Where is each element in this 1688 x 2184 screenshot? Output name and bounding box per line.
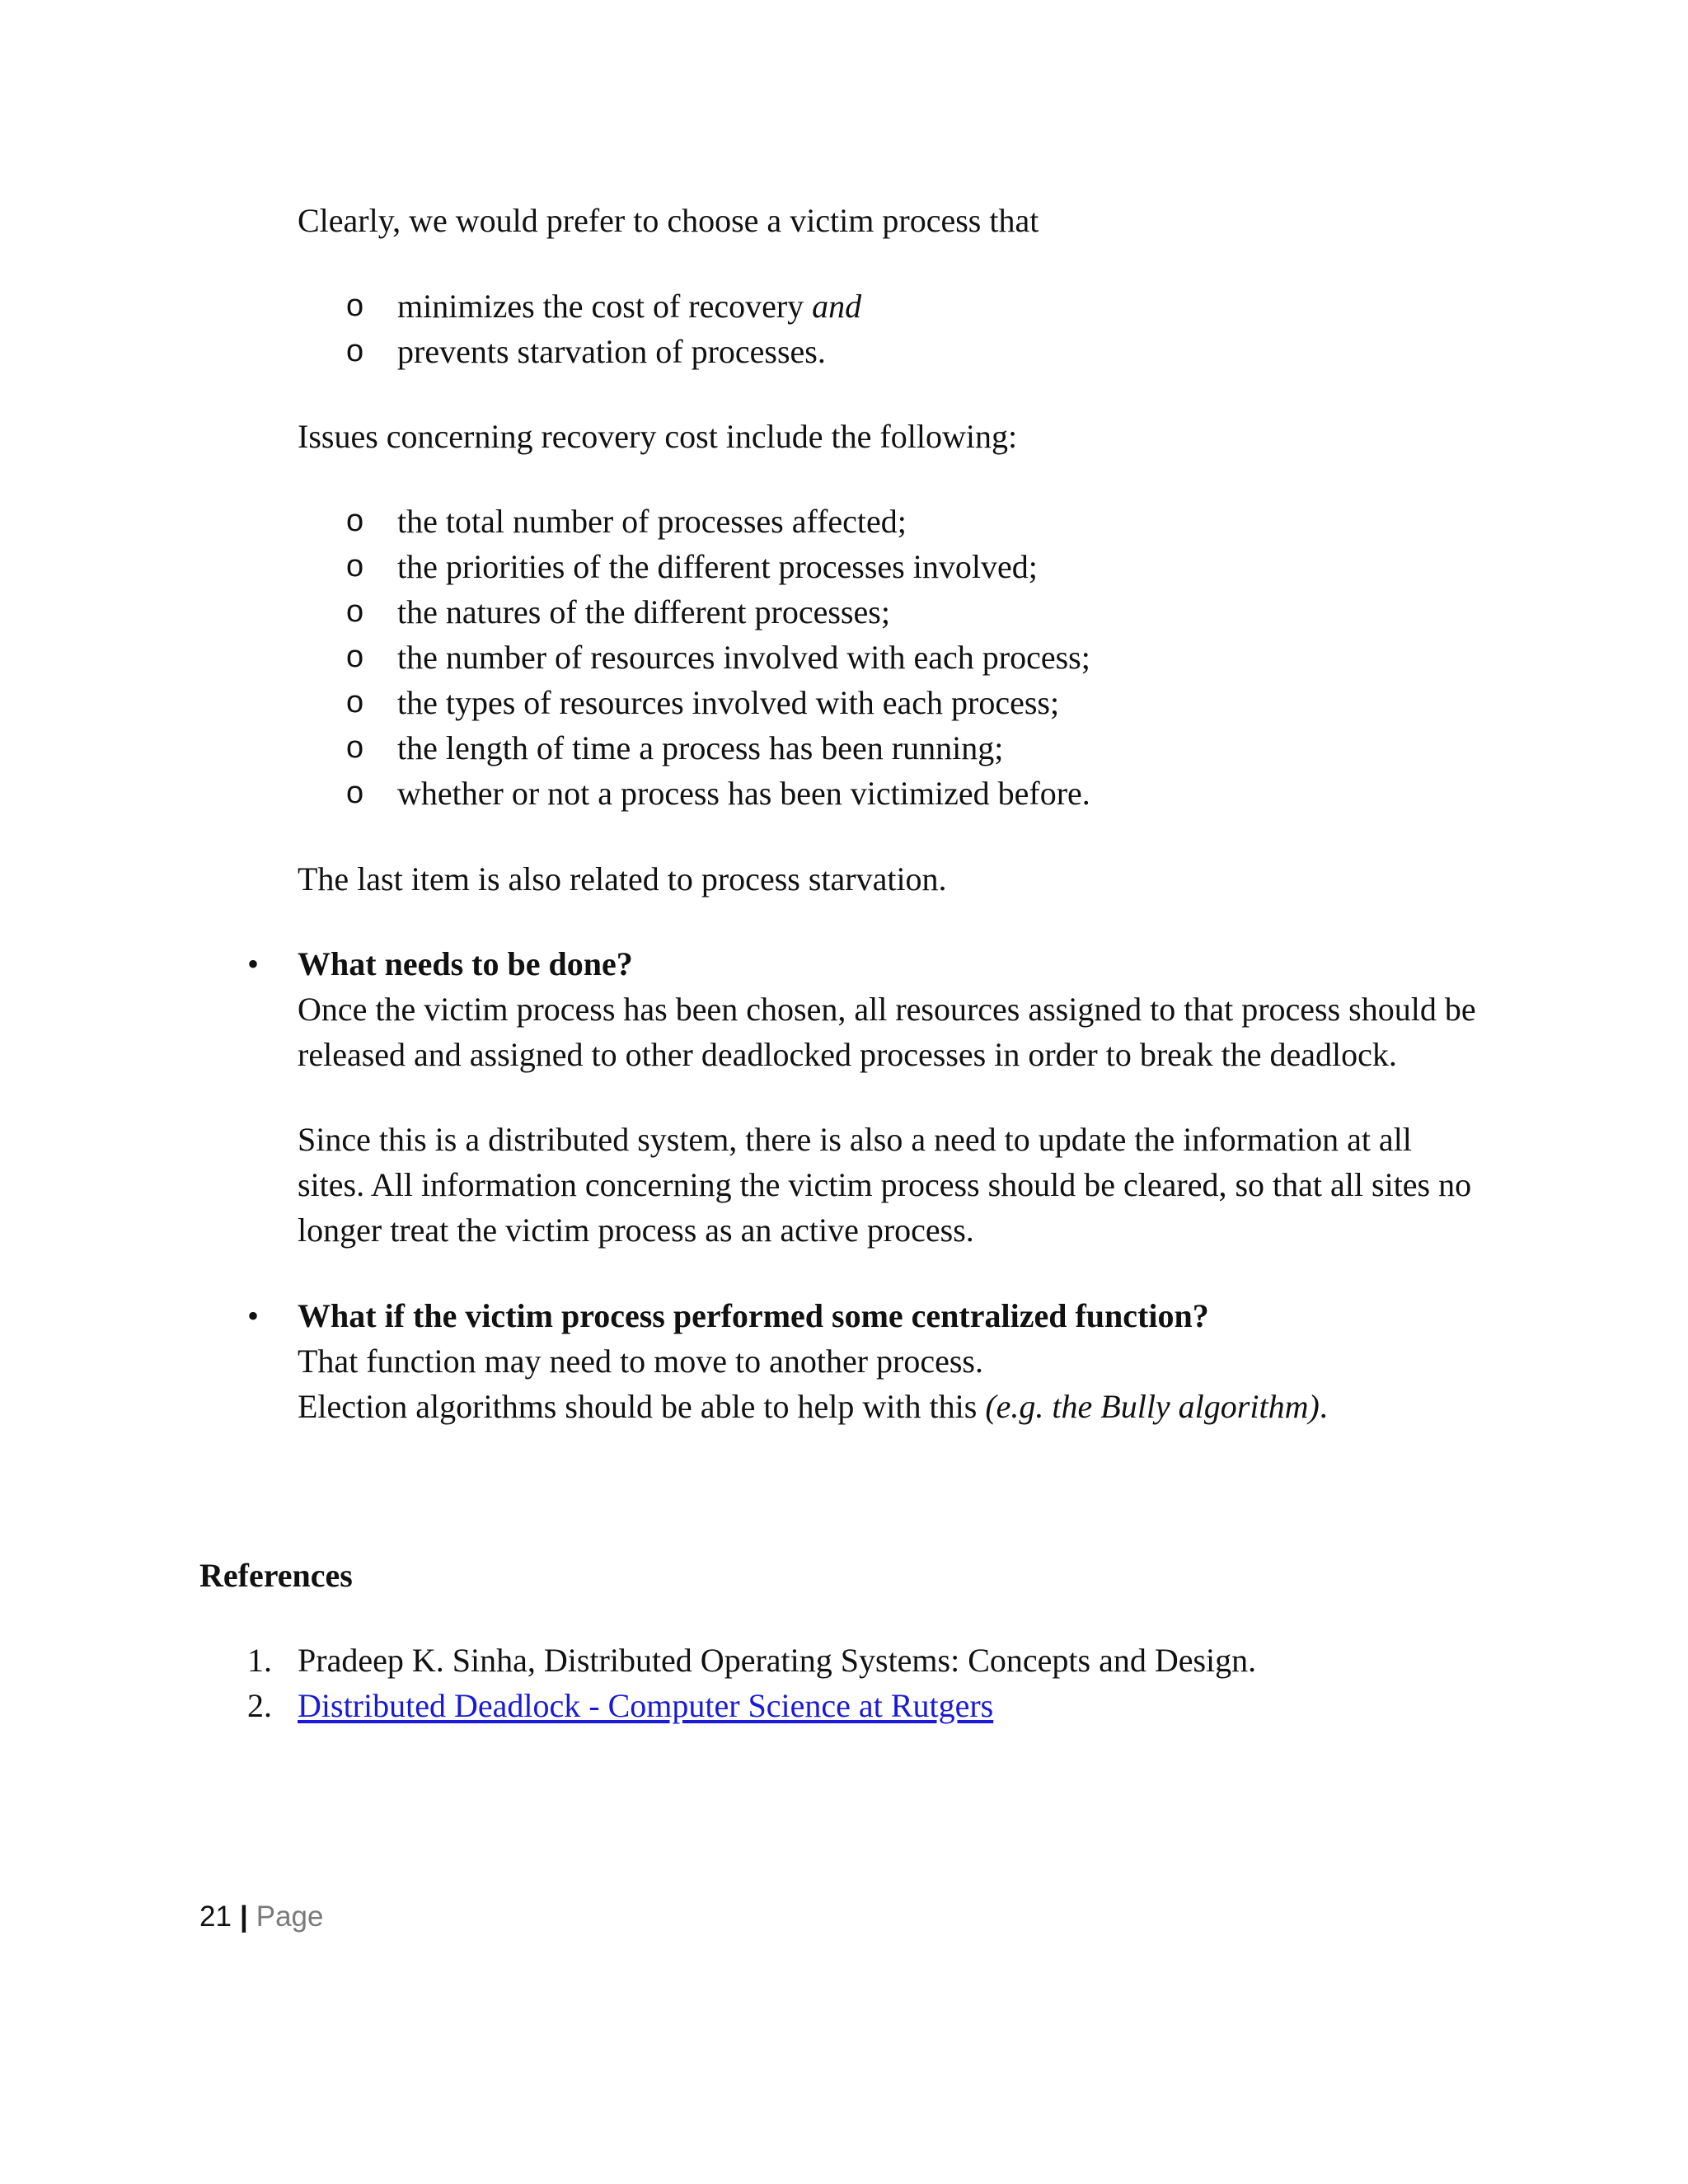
list-item: the priorities of the different processes involved; [397,548,1038,585]
footer-separator: | [239,1900,248,1933]
list-item: whether or not a process has been victimized before. [397,775,1090,812]
list-bullet: o [346,334,364,368]
reference-number: 2. [247,1687,272,1724]
section-heading-done: What needs to be done? [298,945,633,982]
section-bullet: • [247,1297,260,1334]
paragraph-line: sites. All information concerning the victim process should be cleared, so that all sites no [298,1166,1472,1203]
line-end: . [1319,1388,1328,1425]
references-heading: References [199,1557,353,1594]
reference-link[interactable]: Distributed Deadlock - Computer Science at Rutgers [298,1687,994,1724]
reference-item: Pradeep K. Sinha, Distributed Operating Systems: Concepts and Design. [298,1642,1257,1679]
list-bullet: o [346,640,364,674]
paragraph-line: Since this is a distributed system, there is also a need to update the information at all [298,1121,1412,1158]
intro-text: Clearly, we would prefer to choose a victim process that [298,202,1039,239]
reference-number: 1. [247,1642,272,1679]
issues-intro: Issues concerning recovery cost include the following: [298,418,1018,455]
list-item: the natures of the different processes; [397,593,890,630]
list-bullet: o [346,776,364,810]
list-bullet: o [346,288,364,323]
section-central-line [298,1384,1328,1429]
list-item: prevents starvation of processes. [397,333,826,370]
distributed-update-paragraph [298,1117,1489,1253]
page-label: Page [256,1900,324,1933]
paragraph-line: longer treat the victim process as an active process. [298,1212,974,1249]
section-done-line: released and assigned to other deadlocked processes in order to break the deadlock. [298,1036,1397,1073]
page-footer [199,1897,323,1937]
list-item: the number of resources involved with each process; [397,639,1090,676]
section-heading-central: What if the victim process performed some centralized function? [298,1297,1209,1334]
section-central-line: That function may need to move to another process. [298,1343,983,1380]
list-item-emphasis: and [812,288,862,325]
line-italic: (e.g. the Bully algorithm) [985,1388,1320,1425]
list-item: the types of resources involved with each process; [397,684,1060,721]
section-done-line: Once the victim process has been chosen, all resources assigned to that process should be [298,991,1476,1028]
page-number: 21 [199,1900,232,1933]
starvation-note: The last item is also related to process starvation. [298,860,947,898]
line-text: Election algorithms should be able to help with this [298,1388,986,1425]
list-item: the length of time a process has been running; [397,729,1004,766]
list-bullet: o [346,549,364,583]
list-bullet: o [346,504,364,538]
list-bullet: o [346,685,364,719]
list-item [397,284,861,329]
list-item: the total number of processes affected; [397,503,907,540]
list-item-text: minimizes the cost of recovery [397,288,813,325]
list-bullet: o [346,730,364,765]
section-bullet: • [247,945,260,982]
list-bullet: o [346,594,364,629]
